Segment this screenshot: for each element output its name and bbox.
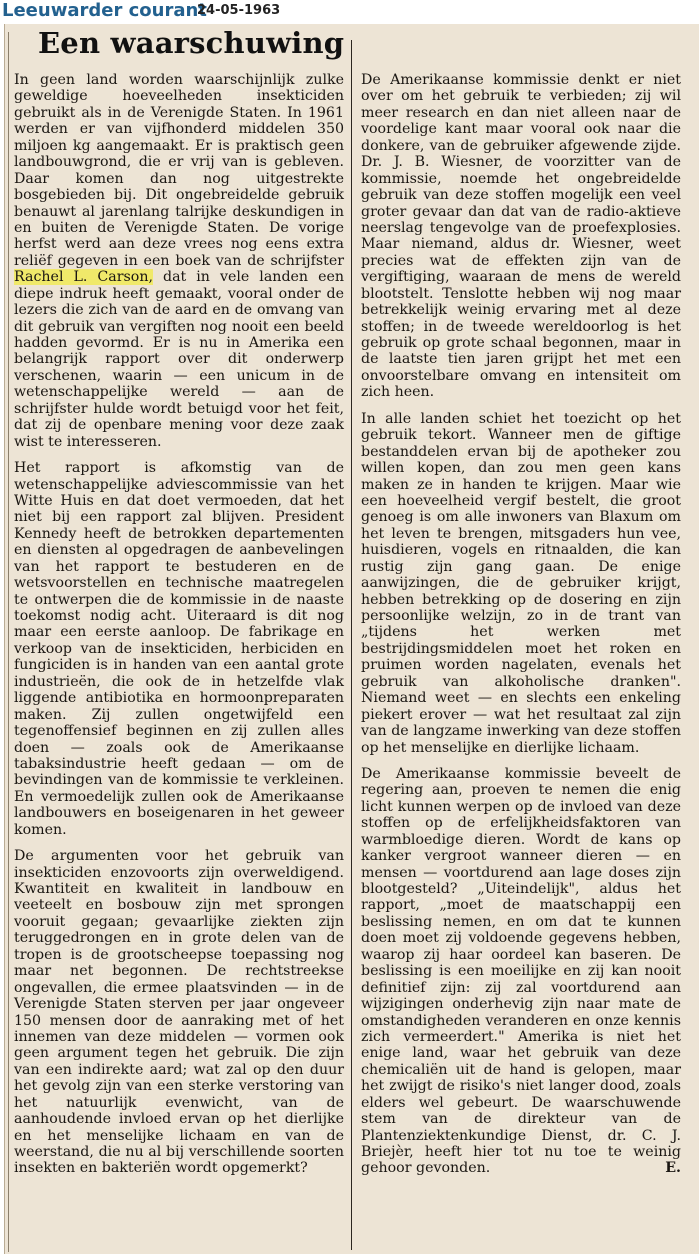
paragraph-1 (14, 72, 344, 450)
article-headline: Een waarschuwing (38, 26, 345, 60)
paragraph-2: Het rapport is afkomstig van de wetenschappelijke adviescommissie van het Witte Huis en dat doet vermoeden, dat het niet bij een rapport zal blijven. President Kennedy heeft de betrokken departementen en diensten al opgedragen de aanbevelingen van het rapport te bestuderen en de wetsvoorstellen en technische maatregelen te ontwerpen die de kommissie in de naaste toekomst nodig acht. Uiteraard is dit nog maar een eerste aanloop. De fabrikage en verkoop van de insekticiden, herbiciden en fungiciden is in handen van een aantal grote industrieën, die ook de in hetzelfde vlak liggende antibiotika en hormoonpreparaten maken. Zij zullen ongetwijfeld een tegenoffensief beginnen en zij zullen alles doen — zoals ook de Amerikaanse tabaksindustrie heeft gedaan — om de bevindingen van de kommissie te verkleinen. En vermoedelijk zullen ook de Amerikaanse landbouwers en boseigenaren in het geweer komen. (14, 460, 344, 838)
page-header (0, 0, 700, 24)
left-border-rule (8, 32, 9, 1252)
author-signature: E. (665, 1160, 681, 1177)
article-right-column (361, 72, 681, 1177)
article-left-column (14, 72, 344, 1177)
paragraph-1-text: In geen land worden waarschijnlijk zulke geweldige hoeveelheden insekticiden gebruikt als in de Verenigde Staten. In 1961 werden er van vijfhonderd middelen 350 miljoen kg aangemaakt. Er is praktisch geen landbouwgrond, die er vrij van is gebleven. Daar komen dan nog uitgestrekte bosgebieden bij. Dit ongebreidelde gebruik benauwt al jarenlang talrijke deskundigen in en buiten de Verenigde Staten. De vorige herfst werd aan deze vrees nog eens extra reliëf gegeven in een boek van de schrijfster (14, 72, 344, 269)
publication-date: 24-05-1963 (197, 3, 281, 18)
paragraph-3: De argumenten voor het gebruik van insekticiden enzovoorts zijn overweldigend. Kwantiteit en kwaliteit in landbouw en veeteelt en bosbouw zijn met sprongen vooruit gegaan; gevaarlijke ziekten zijn teruggedrongen en in grote delen van de tropen is de grootscheepse toepassing nog maar net begonnen. De rechtstreekse ongevallen, die ermee plaatsvinden — in de Verenigde Staten sterven per jaar ongeveer 150 mensen door de aanraking met of het innemen van deze middelen — vormen ook geen argument tegen het gebruik. Die zijn van een indirekte aard; wat zal op den duur het gevolg zijn van een sterke verstoring van het natuurlijk evenwicht, van de aanhoudende invloed ervan op het dierlijke en het menselijke lichaam en van de weerstand, die nu al bij verschillende soorten insekten en bakteriën wordt opgemerkt? (14, 848, 344, 1177)
paragraph-5: In alle landen schiet het toezicht op het gebruik tekort. Wanneer men de giftige bestanddelen ervan bij de apotheker zou willen kopen, dan zou men geen kans maken ze in handen te krijgen. Maar wie een hoeveelheid vergif bestelt, die groot genoeg is om alle inwoners van Blaxum om het leven te brengen, mitsgaders hun vee, huisdieren, vogels en ritnaalden, die kan rustig zijn gang gaan. De enige aanwijzingen, die de gebruiker krijgt, hebben betrekking op de dosering en zijn persoonlijke welzijn, zo in de trant van „tijdens het werken met bestrijdingsmiddelen moet het roken en pruimen worden nagelaten, evenals het gebruik van alkoholische dranken". Niemand weet — en slechts een enkeling piekert erover — wat het resultaat zal zijn van de langzame inwerking van deze stoffen op het menselijke en dierlijke lichaam. (361, 410, 681, 756)
paragraph-6 (361, 766, 681, 1177)
highlighted-author-name: Rachel L. Carson, (14, 269, 153, 286)
paragraph-1-continuation: dat in vele landen een diepe indruk heeft gemaakt, vooral onder de lezers die zich van de aard en de omvang van dit gebruik van vergiften nog nooit een beeld hadden gevormd. Er is nu in Amerika een belangrijk rapport over dit onderwerp verschenen, waarin — een unicum in de wetenschappelijke wereld — aan de schrijfster hulde wordt betuigd voor het feit, dat zij de openbare mening voor deze zaak wist te interesseren. (14, 269, 344, 450)
paragraph-6-text: De Amerikaanse kommissie beveelt de regering aan, proeven te nemen die enig licht kunnen werpen op de invloed van deze stoffen op de erfelijkheidsfaktoren van warmbloedige dieren. Wordt de kans op kanker vergroot wanneer dieren — en mensen — voortdurend aan lage doses zijn blootgesteld? „Uiteindelijk", aldus het rapport, „moet de maatschappij een beslissing nemen, en om dat te kunnen doen moet zij voldoende gegevens hebben, waarop zij haar oordeel kan baseren. De beslissing is een moeilijke en zij kan nooit definitief zijn: zij zal voortdurend aan wijzigingen onderhevig zijn naar mate de omstandigheden veranderen en onze kennis zich vermeerdert." Amerika is niet het enige land, waar het gebruik van deze chemicaliën uit de hand is gelopen, maar het zwijgt de risiko's niet langer dood, zoals elders wel gebeurt. De waarschuwende stem van de direkteur van de Plantenziektenkundige Dienst, dr. C. J. Briejèr, heeft hier tot nu toe te weinig gehoor gevonden. (361, 765, 681, 1177)
newspaper-name[interactable]: Leeuwarder courant (2, 0, 207, 21)
paragraph-4: De Amerikaanse kommissie denkt er niet over om het gebruik te verbieden; zij wil meer research en dan niet alleen naar de voordelige kant maar vooral ook naar die donkere, van de gebruiker afgewende zijde. Dr. J. B. Wiesner, de voorzitter van de kommissie, noemde het ongebreidelde gebruik van deze stoffen mogelijk een veel groter gevaar dan dat van de radio-aktieve neerslag tengevolge van de proefexplosies. Maar niemand, aldus dr. Wiesner, weet precies wat de effekten zijn van de vergiftiging, waaraan de mens de wereld blootstelt. Tenslotte hebben wij nog maar betrekkelijk weinig ervaring met al deze stoffen; in de tweede wereldoorlog is het gebruik op grote schaal begonnen, maar in de laatste tien jaren grijpt het met een onvoorstelbare omvang en intensiteit om zich heen. (361, 72, 681, 401)
column-divider (351, 40, 352, 1250)
